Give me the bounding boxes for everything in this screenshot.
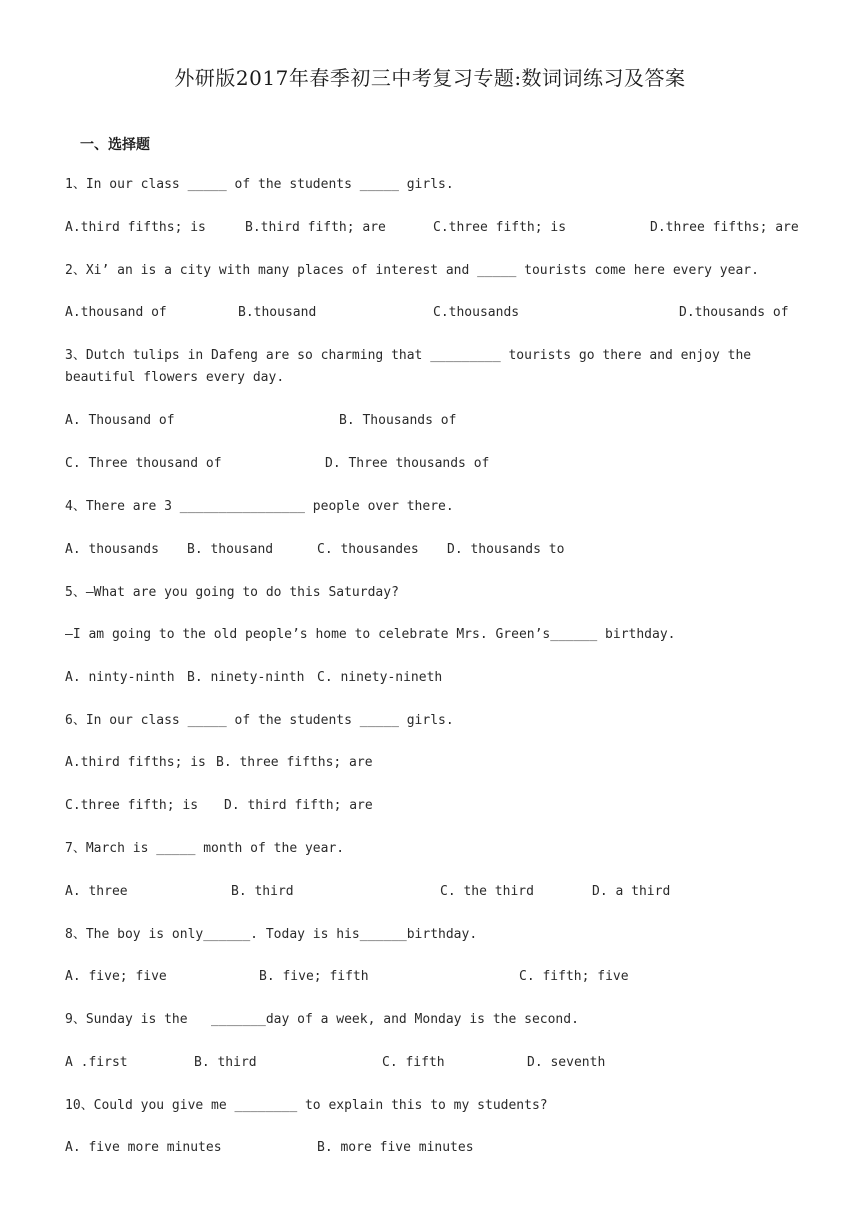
question-4: 4、There are 3 ________________ people over there. — [65, 499, 454, 514]
q5-option-b: B. ninety-ninth — [187, 670, 305, 685]
q4-option-d: D. thousands to — [447, 542, 565, 557]
q4-option-a: A. thousands — [65, 542, 159, 557]
q3-option-b: B. Thousands of — [339, 413, 457, 428]
q9-option-d: D. seventh — [527, 1055, 606, 1070]
q1-option-a: A.third fifths; is — [65, 220, 206, 235]
q8-option-c: C. fifth; five — [519, 969, 629, 984]
question-5-reply: —I am going to the old people’s home to celebrate Mrs. Green’s______ birthday. — [65, 627, 676, 642]
question-5: 5、—What are you going to do this Saturday? — [65, 585, 399, 600]
q5-option-a: A. ninty-ninth — [65, 670, 175, 685]
q8-option-b: B. five; fifth — [259, 969, 369, 984]
q6-option-a: A.third fifths; is — [65, 755, 206, 770]
q9-option-c: C. fifth — [382, 1055, 445, 1070]
q10-option-a: A. five more minutes — [65, 1140, 222, 1155]
question-2: 2、Xi’ an is a city with many places of interest and _____ tourists come here every year. — [65, 263, 759, 278]
q2-option-b: B.thousand — [238, 305, 317, 320]
question-10: 10、Could you give me ________ to explain this to my students? — [65, 1098, 548, 1113]
q6-option-b: B. three fifths; are — [216, 755, 373, 770]
q1-option-c: C.three fifth; is — [433, 220, 567, 235]
q7-option-b: B. third — [231, 884, 294, 899]
q8-option-a: A. five; five — [65, 969, 167, 984]
page-title: 外研版2017年春季初三中考复习专题:数词词练习及答案 — [174, 66, 686, 90]
q4-option-c: C. thousandes — [317, 542, 419, 557]
q9-option-b: B. third — [194, 1055, 257, 1070]
question-3: 3、Dutch tulips in Dafeng are so charming that _________ tourists go there and enjoy the beautiful flowers every day. — [65, 348, 752, 385]
q7-option-c: C. the third — [440, 884, 534, 899]
question-1: 1、In our class _____ of the students _____ girls. — [65, 177, 454, 192]
question-8: 8、The boy is only______. Today is his______birthday. — [65, 927, 478, 942]
question-9: 9、Sunday is the _______day of a week, and Monday is the second. — [65, 1012, 579, 1027]
question-7: 7、March is _____ month of the year. — [65, 841, 345, 856]
q7-option-a: A. three — [65, 884, 128, 899]
q10-option-b: B. more five minutes — [317, 1140, 474, 1155]
q2-option-d: D.thousands of — [679, 305, 789, 320]
q6-option-d: D. third fifth; are — [224, 798, 373, 813]
q3-option-a: A. Thousand of — [65, 413, 175, 428]
section-heading: 一、选择题 — [80, 137, 150, 153]
q9-option-a: A .first — [65, 1055, 128, 1070]
q5-option-c: C. ninety-nineth — [317, 670, 443, 685]
q2-option-c: C.thousands — [433, 305, 520, 320]
q7-option-d: D. a third — [592, 884, 671, 899]
q3-option-c: C. Three thousand of — [65, 456, 222, 471]
q1-option-b: B.third fifth; are — [245, 220, 386, 235]
q1-option-d: D.three fifths; are — [650, 220, 799, 235]
q2-option-a: A.thousand of — [65, 305, 167, 320]
question-6: 6、In our class _____ of the students _____ girls. — [65, 713, 454, 728]
q3-option-d: D. Three thousands of — [325, 456, 490, 471]
q4-option-b: B. thousand — [187, 542, 274, 557]
q6-option-c: C.three fifth; is — [65, 798, 199, 813]
